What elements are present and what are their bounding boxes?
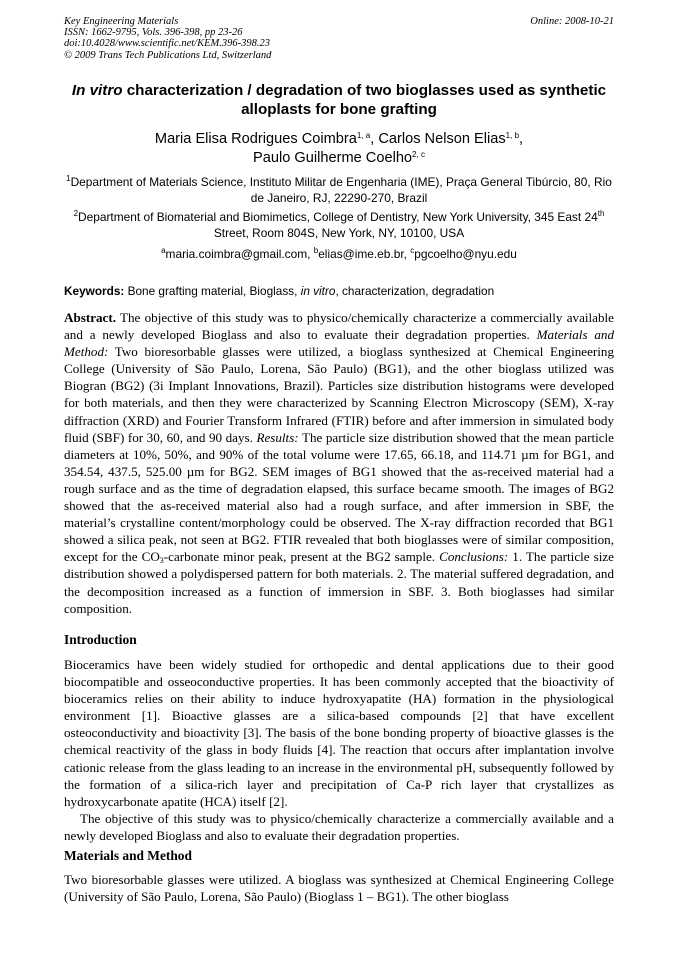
abstract-label: Abstract. xyxy=(64,310,116,325)
materials-method-body xyxy=(64,871,614,905)
ordinal-suffix: th xyxy=(597,209,605,218)
paper-title xyxy=(64,81,614,119)
affiliation-text: Street, Room 804S, New York, NY, 10100, USA xyxy=(213,225,465,240)
email-list xyxy=(64,247,614,263)
keywords-label: Keywords: xyxy=(64,284,125,298)
email-link[interactable]: elias@ime.eb.br, xyxy=(318,247,411,261)
title-rest: characterization / degradation of two bioglasses used as synthetic alloplasts for bone grafting xyxy=(122,82,607,118)
keywords-text: , characterization, degradation xyxy=(335,284,495,298)
journal-name: Key Engineering Materials xyxy=(64,16,179,27)
author-marker: 1, a xyxy=(356,131,371,140)
author-marker: 2, c xyxy=(412,150,425,159)
author-marker: 1, b xyxy=(505,131,520,140)
keywords-text: Bone grafting material, Bioglass, xyxy=(124,284,301,298)
paragraph: Bioceramics have been widely studied for orthopedic and dental applications due to their good biocompatible and osseoconductive properties. It has been commonly accepted that the bioactivity of bioceramics relies on their ability to induce hydroxyapatite (HA) formation in the physiological environment [1]. Bioactive glasses are a silica-based compounds [2] that have excellent osteoconductivity and bioactivity [3]. The basis of the bone bonding property of bioactive glasses is the chemical reactivity of the glass in body fluids [4]. The reaction that occurs after implantation involve cationic release from the glass leading to an increase in the environmental pH, subsequently followed by the formation of a silica-rich layer and precipitation of Ca-P rich layer that crystallizes as hydroxycarbonate apatite (HCA) itself [2]. xyxy=(64,657,614,809)
email-link[interactable]: pgcoelho@nyu.edu xyxy=(414,247,517,261)
author-separator: , xyxy=(519,131,524,147)
abstract-section-label: Materials and Method: xyxy=(64,327,614,360)
online-date: Online: 2008-10-21 xyxy=(530,16,614,27)
affiliation-text: Department of Biomaterial and Biomimetics, College of Dentistry, New York University, 345 East 24 xyxy=(78,210,598,224)
author-name: Paulo Guilherme Coelho xyxy=(253,150,413,166)
abstract-section-label: Results: xyxy=(256,429,299,445)
paragraph: The objective of this study was to physico/chemically characterize a commercially available and a newly developed Bioglass and also to evaluate their degradation properties. xyxy=(64,810,614,843)
abstract-text: The particle size distribution showed that the mean particle diameters at 10%, 50%, and 90% of the total volume were 17.65, 66.18, and 114.71 µm for BG1, and 354.54, 437.5, 525.00 µm for BG2. SEM images of BG1 showed that the as-received material had a rough surface and as the time of degradation elapsed, this surface became smooth. The images of BG2 showed that the as-received material also had a rough surface, and after immersion in SBF, the material’s crystalline content/morphology could be observed. The X-ray diffraction recorded that BG1 showed a silica peak, not seen at BG2. FTIR revealed that both bioglasses were of similar composition, except for the CO xyxy=(64,429,614,565)
title-italic: In vitro xyxy=(71,82,123,99)
author-separator: , xyxy=(370,131,379,147)
abstract-text: The objective of this study was to physico/chemically characterize a commercially available and a newly developed Bioglass and also to evaluate their degradation properties. xyxy=(64,310,614,343)
keywords-italic: in vitro xyxy=(300,284,336,298)
section-heading-introduction: Introduction xyxy=(64,632,137,647)
email-marker: c xyxy=(410,246,415,255)
journal-header xyxy=(64,16,271,61)
copyright-line: © 2009 Trans Tech Publications Ltd, Switzerland xyxy=(64,49,272,61)
author-name: Carlos Nelson Elias xyxy=(378,131,506,147)
issn-line: ISSN: 1662-9795, Vols. 396-398, pp 23-26 xyxy=(64,27,243,39)
paragraph: Two bioresorbable glasses were utilized. A bioglass was synthesized at Chemical Engineering College (University of São Paulo, Lorena, São Paulo) (Bioglass 1 – BG1). The other bioglass xyxy=(64,872,614,905)
email-marker: a xyxy=(161,246,166,255)
author-name: Maria Elisa Rodrigues Coimbra xyxy=(154,131,357,147)
email-marker: b xyxy=(313,246,319,255)
email-link[interactable]: maria.coimbra@gmail.com, xyxy=(165,247,314,261)
affiliation-2 xyxy=(64,210,614,241)
abstract-text: Two bioresorbable glasses were utilized, a bioglass synthesized at Chemical Engineering College (University of São Paulo, Lorena, São Paulo) (BG1), and the other bioglass utilized was Biogran (BG2) (3i Implant Innovations, Brazil). Particles size distribution histograms were developed for both materials, and then they were characterized by Scanning Electron Microscopy (SEM), X-ray diffraction (XRD) and Fourier Transform Infrared (FTIR) before and after immersion in simulated body fluid (SBF) for 30, 60, and 90 days. xyxy=(64,344,614,445)
abstract-text: 1. The particle size distribution showed a polydispersed pattern for both materials. 2. The material suffered degradation, and the decomposition increased as a function of immersion in SBF. 3. Both bioglasses had similar composition. xyxy=(64,549,614,616)
abstract-section-label: Conclusions: xyxy=(439,549,509,565)
introduction-body xyxy=(64,656,614,844)
affiliation-1 xyxy=(64,175,614,206)
abstract xyxy=(64,309,614,617)
subscript: 3 xyxy=(159,556,164,566)
affiliation-marker: 1 xyxy=(66,174,71,183)
affiliation-marker: 2 xyxy=(73,209,79,218)
affiliation-text: Department of Materials Science, Instituto Militar de Engenharia (IME), Praça General Tibúrcio, 80, Rio de Janeiro, RJ, 22290-270, Brazil xyxy=(70,175,612,205)
doi-line[interactable]: doi:10.4028/www.scientific.net/KEM.396-398.23 xyxy=(64,38,270,50)
keywords-line xyxy=(64,284,614,299)
abstract-text: -carbonate minor peak, present at the BG2 sample. xyxy=(163,549,440,565)
author-list xyxy=(64,130,614,168)
section-heading-materials-method: Materials and Method xyxy=(64,848,192,863)
